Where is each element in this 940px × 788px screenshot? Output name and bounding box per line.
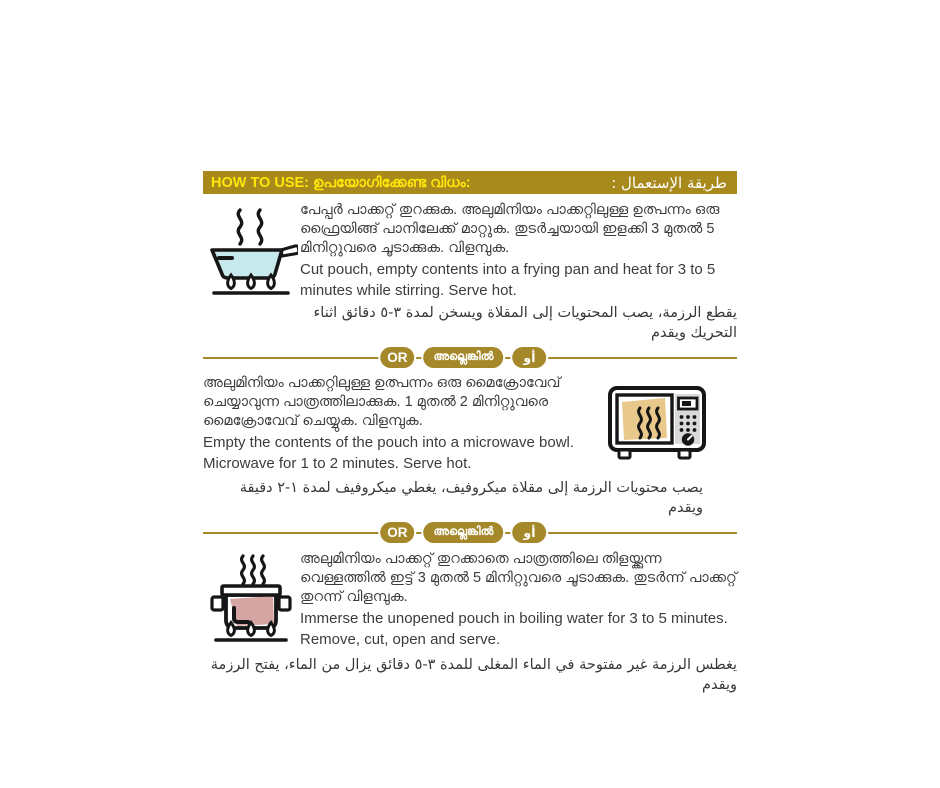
frying-pan-icon (206, 201, 298, 343)
section-frying-pan (203, 201, 737, 343)
boiling-pot-icon (206, 550, 298, 651)
or-badge-english: OR (380, 522, 414, 543)
step2-text-arabic: يصب محتويات الرزمة إلى مقلاة ميكروفيف، يغطي ميكروفيف لمدة ١-٢ دقيقة ويقدم (239, 480, 703, 516)
step1-text-malayalam: പേപ്പർ പാക്കറ്റ് തുറക്കുക. അലുമിനിയം പാക്കറ്റിലുള്ള ഉത്പന്നം ഒരു ഫ്രൈയിങ്ങ് പാനിലേക്ക് മാറ്റുക. തുടർച്ചയായി ഇളക്കി 3 മുതൽ 5 മിനിറ്റുവരെ ചൂടാക്കുക. വിളമ്പുക. (300, 202, 720, 256)
step3-text-malayalam: അലുമിനിയം പാക്കറ്റ് തുറക്കാതെ പാത്രത്തിലെ തിളയ്ക്കുന്ന വെള്ളത്തിൽ ഇട്ട് 3 മുതൽ 5 മിനിറ്റുവരെ ചൂടാക്കുക. തുടർന്ന് പാക്കറ്റ് തുറന്ന് വിളമ്പുക. (300, 551, 737, 605)
microwave-icon (607, 451, 707, 468)
step2-text-malayalam: അലുമിനിയം പാക്കറ്റിലുള്ള ഉത്പന്നം ഒരു മൈക്രോവേവ് ചെയ്യാവുന്ന പാത്രത്തിലാക്കുക. 1 മുതൽ 2 മിനിറ്റുവരെ മൈക്രോവേവ് ചെയ്യുക. വിളമ്പുക. (203, 375, 561, 429)
or-badge-arabic: أو (512, 522, 546, 543)
or-divider-2 (203, 522, 737, 544)
header-title-ar: طريقة الإستعمال : (611, 173, 727, 192)
section-microwave (203, 374, 737, 518)
step1-text-arabic: يقطع الرزمة، يصب المحتويات إلى المقلاة ويسخن لمدة ٣-٥ دقائق اثناء التحريك ويقدم (313, 305, 737, 341)
step3-text-arabic: يغطس الرزمة غير مفتوحة في الماء المغلى للمدة ٣-٥ دقائق يزال من الماء، يفتح الرزمة ويقدم (210, 657, 737, 693)
step3-text-english: Immerse the unopened pouch in boiling water for 3 to 5 minutes. Remove, cut, open and serve. (300, 610, 728, 648)
how-to-use-header (203, 171, 737, 194)
or-badge-malayalam: അല്ലെങ്കിൽ (423, 522, 503, 543)
or-badge-arabic: أو (512, 347, 546, 368)
section-boiling-pot (203, 550, 737, 651)
step2-text-english: Empty the contents of the pouch into a microwave bowl. Microwave for 1 to 2 minutes. Serve hot. (203, 434, 575, 472)
or-badge-english: OR (380, 347, 414, 368)
or-badge-malayalam: അല്ലെങ്കിൽ (423, 347, 503, 368)
how-to-use-panel (203, 171, 737, 695)
step1-text-english: Cut pouch, empty contents into a frying pan and heat for 3 to 5 minutes while stirring. Serve hot. (300, 261, 716, 299)
header-title-en-ml: HOW TO USE: ഉപയോഗിക്കേണ്ട വിധം: (211, 174, 471, 191)
or-divider-1 (203, 347, 737, 369)
